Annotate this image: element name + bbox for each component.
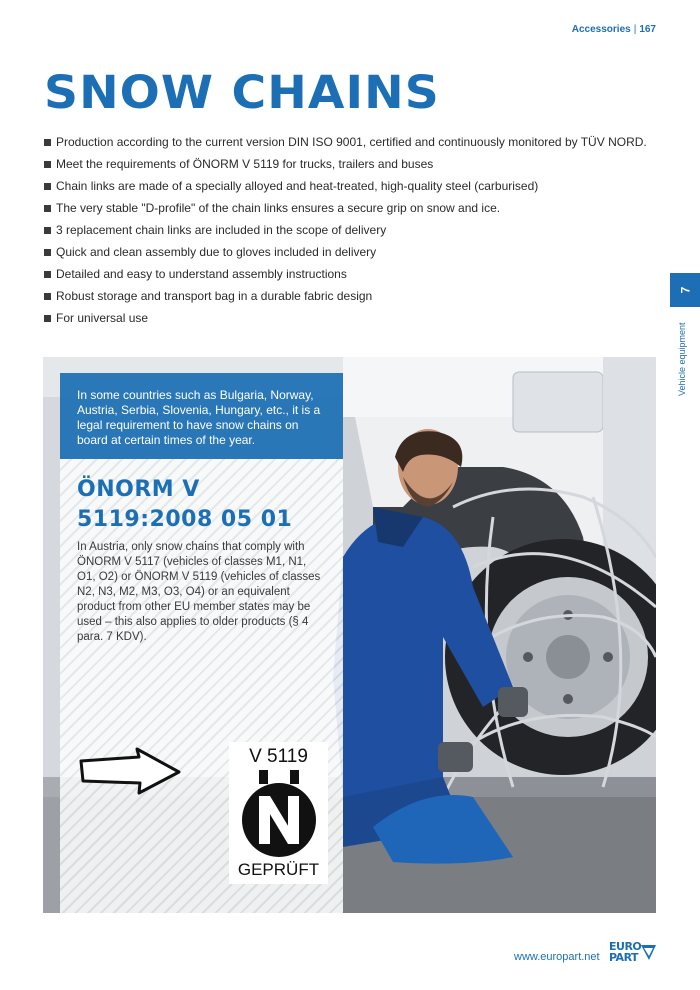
page-header	[572, 24, 656, 35]
list-item-text: Robust storage and transport bag in a durable fabric design	[56, 289, 373, 303]
page-number: 167	[639, 24, 656, 35]
oenorm-seal	[229, 742, 328, 884]
standard-body-text: In Austria, only snow chains that comply with ÖNORM V 5117 (vehicles of classes M1, N1, O1, O2) or ÖNORM V 5119 (vehicles of classes N2, N3, M2, M3, O3, O4) or an equivalent product from other EU member states may be used – this also applies to older products (§ 4 para. 7 KDV).	[77, 541, 321, 643]
list-item-text: The very stable "D-profile" of the chain links ensures a secure grip on snow and ice.	[56, 201, 501, 215]
website-link[interactable]: www.europart.net	[514, 951, 600, 963]
bullet-square-icon	[44, 183, 51, 190]
europart-logo	[609, 941, 657, 963]
bullet-square-icon	[44, 139, 51, 146]
list-item-text: Detailed and easy to understand assembly instructions	[56, 267, 347, 281]
bullet-square-icon	[44, 271, 51, 278]
list-item	[44, 131, 654, 153]
legal-intro-box	[60, 373, 343, 459]
chapter-label: Vehicle equipment	[677, 322, 687, 396]
bullet-square-icon	[44, 227, 51, 234]
legal-intro-text: In some countries such as Bulgaria, Norway, Austria, Serbia, Slovenia, Hungary, etc., it is a legal requirement to have snow chains on board at certain times of the year.	[77, 388, 321, 447]
list-item-text: Meet the requirements of ÖNORM V 5119 for trucks, trailers and buses	[56, 157, 434, 171]
bullet-square-icon	[44, 161, 51, 168]
bullet-square-icon	[44, 249, 51, 256]
list-item-text: Production according to the current version DIN ISO 9001, certified and continuously monitored by TÜV NORD.	[56, 135, 647, 149]
chapter-tab[interactable]	[670, 273, 700, 307]
bullet-square-icon	[44, 205, 51, 212]
header-separator: |	[633, 24, 637, 35]
list-item	[44, 285, 654, 307]
section-name: Accessories	[571, 24, 631, 35]
arrow-right-icon	[77, 747, 182, 797]
oenorm-seal-icon	[237, 770, 321, 858]
list-item	[44, 175, 654, 197]
logo-line-1: EURO	[609, 940, 642, 953]
europart-logo-icon	[640, 942, 657, 962]
standard-heading: ÖNORM V 5119:2008 05 01	[77, 477, 293, 532]
chapter-number: 7	[678, 286, 692, 294]
seal-approved-label: GEPRÜFT	[237, 860, 320, 879]
list-item	[44, 241, 654, 263]
list-item	[44, 307, 654, 329]
page-title: SNOW CHAINS	[44, 66, 440, 119]
list-item	[44, 153, 654, 175]
list-item-text: 3 replacement chain links are included in the scope of delivery	[56, 223, 387, 237]
list-item	[44, 263, 654, 285]
bullet-square-icon	[44, 315, 51, 322]
list-item	[44, 219, 654, 241]
list-item-text: Quick and clean assembly due to gloves included in delivery	[56, 245, 377, 259]
bullet-square-icon	[44, 293, 51, 300]
logo-line-2: PART	[609, 951, 639, 964]
list-item	[44, 197, 654, 219]
list-item-text: Chain links are made of a specially alloyed and heat-treated, high-quality steel (carburised)	[56, 179, 539, 193]
seal-standard-number: V 5119	[249, 746, 308, 767]
list-item-text: For universal use	[56, 311, 149, 325]
feature-list	[44, 131, 654, 329]
